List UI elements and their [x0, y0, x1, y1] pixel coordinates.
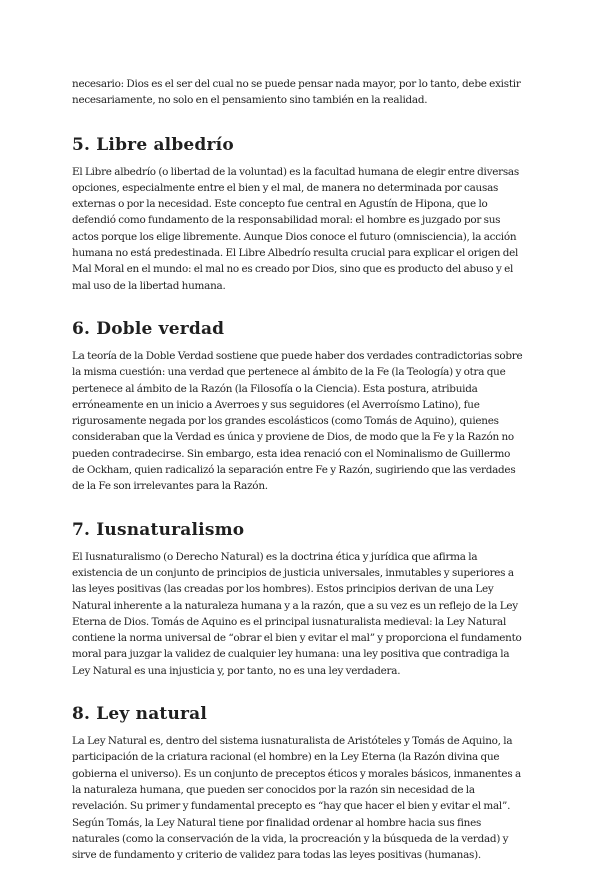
section-body-ley-natural: La Ley Natural es, dentro del sistema iusnaturalista de Aristóteles y Tomás de Aquino, la participación de la criatura racional (el hombre) en la Ley Eterna (la Razón divina que gobierna el universo). Es un conjunto de preceptos éticos y morales básicos, inmanentes a la naturaleza humana, que pueden ser conocidos por la razón sin necesidad de la revelación. Su primer y fundamental precepto es “hay que hacer el bien y evitar el mal”. Según Tomás, la Ley Natural tiene por finalidad ordenar al hombre hacia sus fines naturales (como la conservación de la vida, la procreación y la búsqueda de la verdad) y sirve de fundamento y criterio de validez para todas las leyes positivas (humanas).: [72, 735, 521, 862]
section-body-iusnaturalismo: El Iusnaturalismo (o Derecho Natural) es la doctrina ética y jurídica que afirma la existencia de un conjunto de principios de justicia universales, inmutables y superiores a las leyes positivas (las creadas por los hombres). Estos principios derivan de una Ley Natural inherente a la naturaleza humana y a la razón, que a su vez es un reflejo de la Ley Eterna de Dios. Tomás de Aquino es el principal iusnaturalista medieval: la Ley Natural contiene la norma universal de “obrar el bien y evitar el mal” y proporciona el fundamento moral para juzgar la validez de cualquier ley humana: una ley positiva que contradiga la Ley Natural es una injusticia y, por tanto, no es una ley verdadera.: [72, 550, 522, 677]
intro-paragraph: necesario: Dios es el ser del cual no se puede pensar nada mayor, por lo tanto, debe existir necesariamente, no solo en el pensamiento sino también en la realidad.: [72, 78, 521, 107]
section-title-doble-verdad: 6. Doble verdad: [72, 318, 225, 339]
section-body-libre-albedrio: El Libre albedrío (o libertad de la voluntad) es la facultad humana de elegir entre diversas opciones, especialmente entre el bien y el mal, de manera no determinada por causas externas o por la necesidad. Este concepto fue central en Agustín de Hipona, que lo defendió como fundamento de la responsabilidad moral: el hombre es juzgado por sus actos porque los elige libremente. Aunque Dios conoce el futuro (omnisciencia), la acción humana no está predestinada. El Libre Albedrío resulta crucial para explicar el origen del Mal Moral en el mundo: el mal no es creado por Dios, sino que es producto del abuso y el mal uso de la libertad humana.: [72, 165, 519, 292]
section-title-ley-natural: 8. Ley natural: [72, 704, 208, 725]
document-page: [72, 76, 524, 888]
section-body-doble-verdad: La teoría de la Doble Verdad sostiene que puede haber dos verdades contradictorias sobre la misma cuestión: una verdad que pertenece al ámbito de la Fe (la Teología) y otra que pertenece al ámbito de la Razón (la Filosofía o la Ciencia). Esta postura, atribuida erróneamente en un inicio a Averroes y sus seguidores (el Averroísmo Latino), fue rigurosamente negada por los grandes escolásticos (como Tomás de Aquino), quienes consideraban que la Verdad es única y proviene de Dios, de modo que la Fe y la Razón no pueden contradecirse. Sin embargo, esta idea renació con el Nominalismo de Guillermo de Ockham, quien radicalizó la separación entre Fe y Razón, sugiriendo que las verdades de la Fe son irrelevantes para la Razón.: [72, 349, 523, 493]
section-title-libre-albedrio: 5. Libre albedrío: [72, 134, 234, 155]
section-title-iusnaturalismo: 7. Iusnaturalismo: [72, 519, 245, 540]
